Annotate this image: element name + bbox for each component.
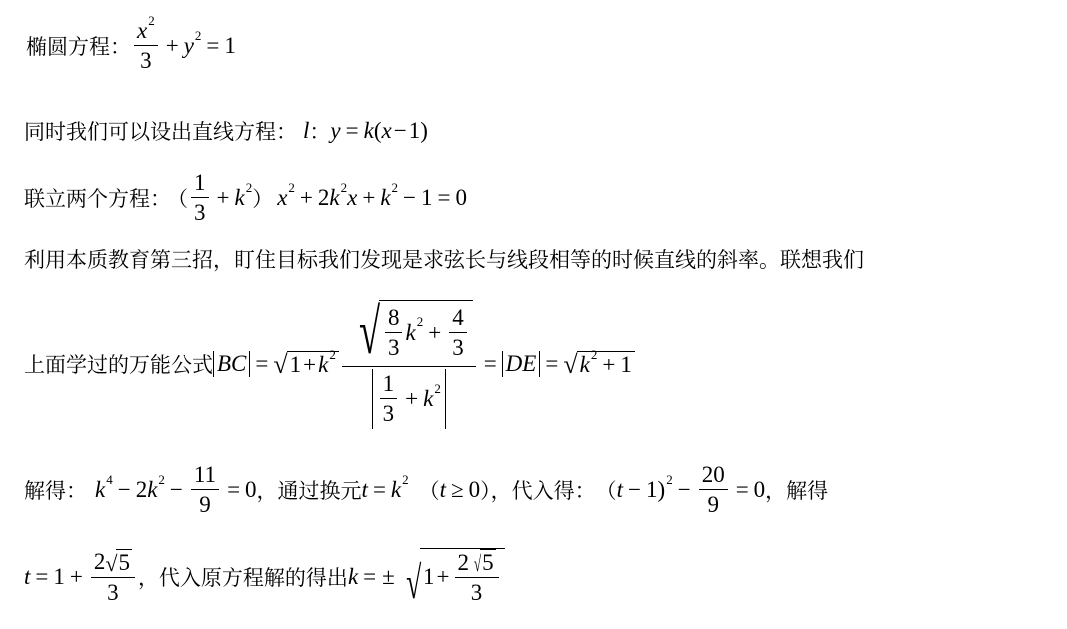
method-text: 利用本质教育第三招，盯住目标我们发现是求弦长与线段相等的时候直线的斜率。联想我们 xyxy=(24,248,864,272)
substitution-label: ，通过换元 xyxy=(256,478,362,503)
sqrt-k2-plus-1: √ k $^2$ + 1 xyxy=(563,351,634,378)
combined-equation-line: 联立两个方程： （ $\frac{1}{3}$ + k $^2$ ） x $^2$ + 2 k $^2$ x + k $^2$ − 1 = 0 xyxy=(24,170,468,226)
condition-open: （ xyxy=(418,478,440,503)
fraction-x2-over-3: x $^2$ 3 xyxy=(134,18,158,74)
close-paren-cn: ） xyxy=(252,186,274,211)
line-colon: ： xyxy=(309,120,331,144)
condition-close: ），代入得： xyxy=(480,478,596,503)
fraction-11-over-9: $\frac{11}{9}$ xyxy=(191,462,219,518)
fraction-20-over-9: $\frac{20}{9}$ xyxy=(699,462,728,518)
combine-label: 联立两个方程： xyxy=(24,186,171,211)
abs-de: DE xyxy=(502,351,541,377)
result-line: t = 1 + 2 √ 5 3 ，代入原方程解的得出 k = ± √ 1 + 2 √ 5 3 xyxy=(24,548,505,606)
line-equation-line: 同时我们可以设出直线方程： l ： y = k ( x − 1) xyxy=(24,118,428,144)
fraction-2sqrt5-over-3: 2 √ 5 3 xyxy=(91,549,135,606)
abs-denominator: $\frac{1}{3}$ + k $^2$ xyxy=(372,369,446,429)
formula-label: 上面学过的万能公式 xyxy=(24,353,213,378)
sqrt-1-plus-k2: √ 1 + k $^2$ xyxy=(273,351,338,378)
solve-line: 解得： k $^4$ − 2 k $^2$ − $\frac{11}{9}$ = 0 ，通过换元 t = k $^2$ （ t ≥ 0 ），代入得： （ t − 1) $^2$ − $\frac{20}{9}$ = 0 ，解得 xyxy=(24,462,829,518)
solve-result-label: ，解得 xyxy=(765,478,829,503)
open-paren-cn: （ xyxy=(167,186,188,211)
ellipse-equation-line: 椭圆方程： x $^2$ 3 + y $^2$ = 1 xyxy=(26,12,236,74)
open-paren-2: （ xyxy=(595,478,617,503)
method-text-line xyxy=(24,244,864,274)
substitute-label: ，代入原方程解的得出 xyxy=(137,565,348,590)
ellipse-label: 椭圆方程： xyxy=(26,34,131,59)
sqrt-final: √ 1 + 2 √ 5 3 xyxy=(396,548,505,606)
big-fraction xyxy=(342,296,476,429)
sqrt-numerator: √ $\frac{8}{3}$ k $^2$ + $\frac{4}{3}$ xyxy=(345,300,473,364)
fraction-1-over-3: $\frac{1}{3}$ xyxy=(191,170,209,226)
universal-formula-line: 上面学过的万能公式 BC = √ 1 + k $^2$ √ $\frac{8}{3}$ k $^2$ + $\frac{4}{3}$ $\frac{1}{3}$ + k $^2$ = DE = √ k $^2$ + 1 xyxy=(24,300,635,429)
line-label: 同时我们可以设出直线方程： xyxy=(24,120,297,144)
solve-label: 解得： xyxy=(24,478,87,503)
abs-bc: BC xyxy=(213,351,250,377)
